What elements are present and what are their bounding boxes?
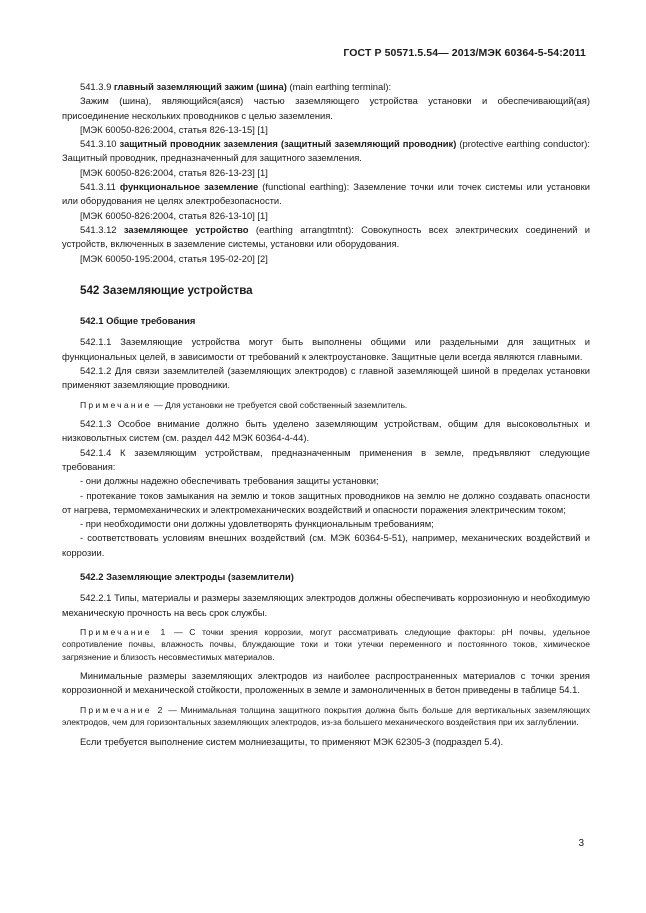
subsection-heading-542-2: 542.2 Заземляющие электроды (заземлители) bbox=[80, 571, 294, 583]
subsection-heading-542-1: 542.1 Общие требования bbox=[80, 315, 196, 327]
definition-541-3-10: 541.3.10 защитный проводник заземления (защитный заземляющий проводник) (protective earthing conductor): Защитный проводник, предназначенный для защитного заземления. bbox=[62, 138, 590, 164]
definition-541-3-11: 541.3.11 функциональное заземление (functional earthing): Заземление точки или точек системы или установки или оборудования не целях электробезопасности. bbox=[62, 181, 590, 207]
note: Примечание — Для установки не требуется свой собственный заземлитель. bbox=[80, 399, 408, 410]
list-item: - они должны надежно обеспечивать требования защиты установки; bbox=[80, 475, 379, 487]
paragraph-lightning: Если требуется выполнение систем молниезащиты, то применяют МЭК 62305-3 (подраздел 5.4). bbox=[80, 735, 504, 747]
document-body bbox=[62, 80, 590, 749]
reference: [МЭК 60050-826:2004, статья 826-13-23] [1] bbox=[80, 166, 268, 178]
reference: [МЭК 60050-195:2004, статья 195-02-20] [2] bbox=[80, 252, 268, 264]
paragraph-542-1-3: 542.1.3 Особое внимание должно быть уделено заземляющим устройствам, общим для высоковольтных и низковольтных систем (см. раздел 442 МЭК 60364-4-44). bbox=[62, 418, 590, 444]
paragraph-542-1-1: 542.1.1 Заземляющие устройства могут быть выполнены общими или раздельными для защитных и функциональных целей, в зависимости от требований к электроустановке. Защитные цели всегда являются главными. bbox=[62, 336, 590, 362]
note-label: Примечание bbox=[80, 399, 152, 410]
list-item: - протекание токов замыкания на землю и токов защитных проводников на землю не должно создавать опасности от нагрева, термомеханических и электромеханических воздействий и опасности поражения электрическим током; bbox=[62, 489, 590, 515]
term: функциональное заземление bbox=[119, 181, 259, 193]
term: защитный проводник заземления (защитный заземляющий проводник) bbox=[119, 138, 457, 150]
note: Примечание 1 — С точки зрения коррозии, могут рассматривать следующие факторы: pH почвы, удельное сопротивление почвы, влажность почвы, блуждающие токи и токи утечки переменного и постоянного токов, химическое загрязнение и близость несовместимых материалов. bbox=[62, 626, 590, 662]
note-label: Примечание 1 bbox=[80, 626, 168, 637]
term: заземляющее устройство bbox=[123, 223, 249, 235]
paragraph-min-sizes: Минимальные размеры заземляющих электродов из наиболее распространенных материалов с точки зрения коррозионной и механической стойкости, проложенных в земле и замоноличенных в бетон приведены в таблице 54.1. bbox=[62, 670, 590, 696]
list-item: - соответствовать условиям внешних воздействий (см. МЭК 60364-5-51), например, механических воздействий и коррозии. bbox=[62, 532, 590, 558]
note: Примечание 2 — Минимальная толщина защитного покрытия должна быть больше для вертикальных заземляющих электродов, чем для горизонтальных заземляющих электродов, из-за большего механического воздействия при их заглублении. bbox=[62, 704, 590, 728]
reference: [МЭК 60050-826:2004, статья 826-13-10] [1] bbox=[80, 209, 268, 221]
definition-541-3-9: 541.3.9 главный заземляющий зажим (шина) (main earthing terminal): bbox=[80, 81, 392, 92]
list-item: - при необходимости они должны удовлетворять функциональным требованиям; bbox=[80, 518, 434, 530]
definition-text: Зажим (шина), являющийся(аяся) частью заземляющего устройства установки и обеспечивающий(ая) присоединение нескольких проводников с целью заземления. bbox=[62, 95, 590, 121]
reference: [МЭК 60050-826:2004, статья 826-13-15] [1] bbox=[80, 123, 268, 135]
page-number: 3 bbox=[578, 838, 584, 849]
definition-541-3-12: 541.3.12 заземляющее устройство (earthing arrangtmtnt): Совокупность всех электрических соединений и устройств, включенных в заземление системы, установки или оборудования. bbox=[62, 223, 590, 250]
paragraph-542-1-4: 542.1.4 К заземляющим устройствам, предназначенным применения в земле, предъявляют следующие требования: bbox=[62, 446, 590, 472]
note-label: Примечание 2 bbox=[80, 704, 165, 715]
paragraph-542-2-1: 542.2.1 Типы, материалы и размеры заземляющих электродов должны обеспечивать коррозионную и необходимую механическую прочность на весь срок службы. bbox=[62, 592, 590, 618]
section-heading-542: 542 Заземляющие устройства bbox=[80, 283, 253, 297]
paragraph-542-1-2: 542.1.2 Для связи заземлителей (заземляющих электродов) с главной заземляющей шиной в пределах установки применяют заземляющие проводники. bbox=[62, 365, 590, 391]
term: главный заземляющий зажим (шина) bbox=[113, 81, 287, 92]
document-header: ГОСТ Р 50571.5.54— 2013/МЭК 60364-5-54:2011 bbox=[343, 47, 586, 59]
